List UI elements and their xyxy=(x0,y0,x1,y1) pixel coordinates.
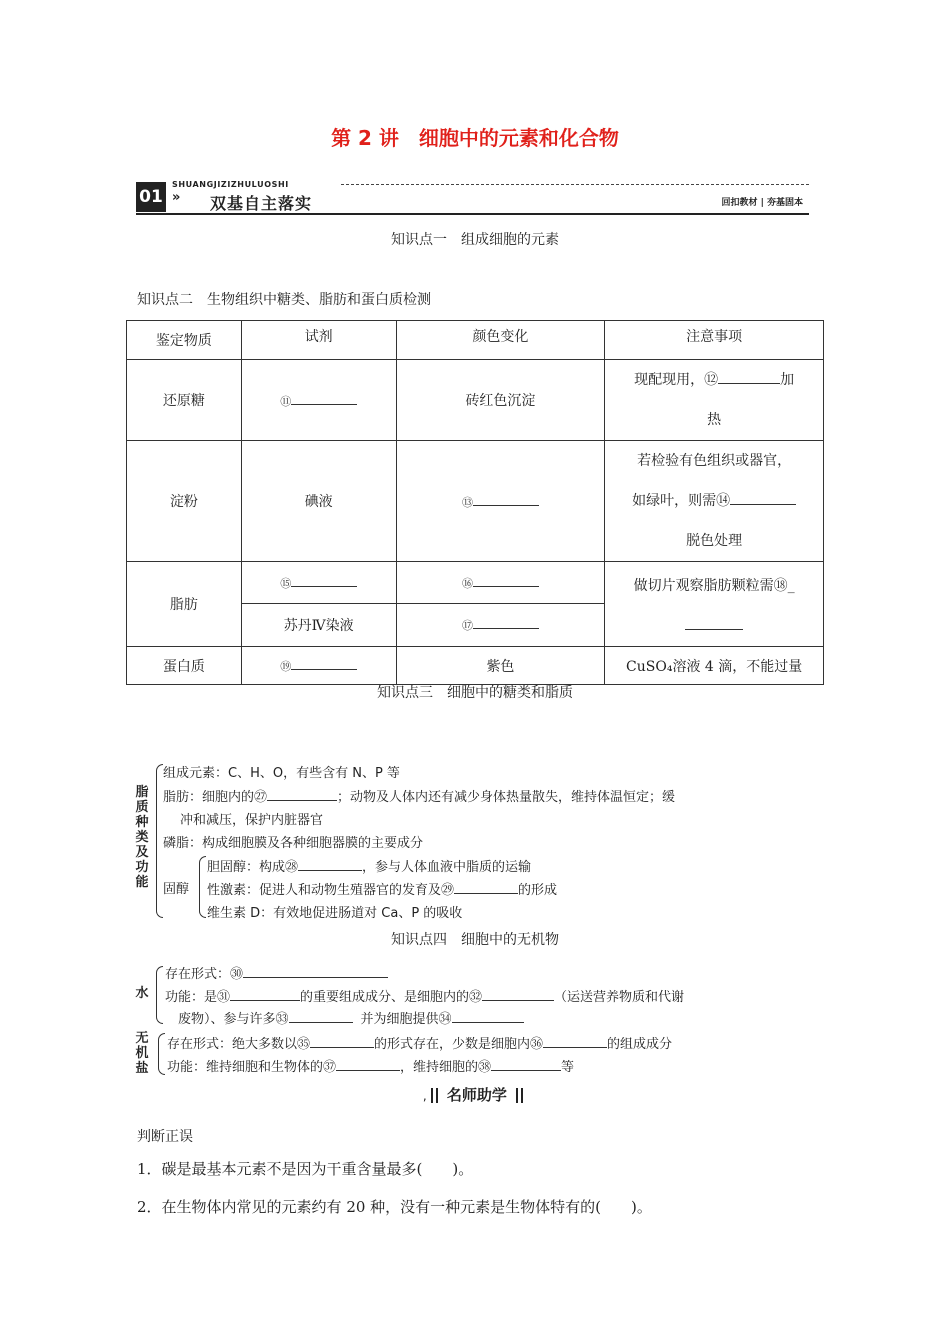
cell-note xyxy=(605,441,824,562)
section-heading-3: 知识点三 细胞中的糖类和脂质 xyxy=(377,685,573,701)
banner-tag: 回扣教材 | 夯基固本 xyxy=(721,198,803,208)
lipid-line: 维生素 D：有效地促进肠道对 Ca、P 的吸收 xyxy=(207,906,463,921)
header-cell: 鉴定物质 xyxy=(127,321,242,360)
salt-label: 无 机 盐 xyxy=(135,1031,149,1076)
blank-line xyxy=(718,371,780,384)
water-brace xyxy=(156,966,163,1024)
water-line: 存在形式：㉚ xyxy=(165,963,388,982)
banner-dashed-line xyxy=(341,184,809,185)
blank-line xyxy=(291,657,357,670)
detection-table xyxy=(126,320,824,685)
section-heading-2: 知识点二 生物组织中糖类、脂肪和蛋白质检测 xyxy=(137,292,431,308)
note-text: 如绿叶，则需⑭ xyxy=(632,493,731,509)
blank-line xyxy=(473,616,539,629)
cell-color xyxy=(396,441,605,562)
table-header-row xyxy=(127,321,824,360)
cell-substance: 蛋白质 xyxy=(127,647,242,685)
lipid-line: 胆固醇：构成㉘ ，参与人体血液中脂质的运输 xyxy=(207,860,532,875)
section-heading-4: 知识点四 细胞中的无机物 xyxy=(391,932,559,948)
table-row xyxy=(127,441,824,562)
cell-note: CuSO₄溶液 4 滴，不能过量 xyxy=(605,647,824,685)
blank-number: ⑰ xyxy=(461,619,473,633)
double-bar-icon xyxy=(516,1088,523,1103)
lipid-label: 脂 质 种 类 及 功 能 xyxy=(135,785,149,890)
water-line: 废物）、参与许多㉝ 并为细胞提供㉞ xyxy=(178,1008,524,1027)
cell-color: 砖红色沉淀 xyxy=(396,360,605,441)
note-text: 现配现用，⑫ xyxy=(634,372,719,388)
section-banner xyxy=(136,180,809,214)
page-title: 第 2 讲 细胞中的元素和化合物 xyxy=(331,126,619,150)
lipid-line: 性激素：促进人和动物生殖器官的发育及㉙ 的形成 xyxy=(207,883,558,898)
note-text: 脱色处理 xyxy=(686,533,743,549)
note-text: 加 xyxy=(780,372,795,388)
cell-color: 紫色 xyxy=(396,647,605,685)
blank-line xyxy=(730,492,796,505)
blank-line xyxy=(291,574,357,587)
lipid-line: 磷脂：构成细胞膜及各种细胞器膜的主要成分 xyxy=(163,836,424,851)
table-row xyxy=(127,360,824,441)
blank-number: ⑯ xyxy=(461,576,473,590)
section-heading-1: 知识点一 组成细胞的元素 xyxy=(391,232,559,248)
blank-number: ⑬ xyxy=(461,495,473,509)
sterol-brace xyxy=(199,856,206,918)
cell-color xyxy=(396,603,605,646)
banner-number: 01 xyxy=(136,182,166,212)
header-cell: 颜色变化 xyxy=(396,321,605,360)
double-bar-icon xyxy=(431,1088,438,1103)
blank-line xyxy=(473,493,539,506)
water-line: 功能：是㉛ 的重要组成成分、是细胞内的㉜ （运送营养物质和代谢 xyxy=(165,990,685,1005)
table-row xyxy=(127,647,824,685)
note-text: 热 xyxy=(707,412,722,428)
salt-line: 存在形式：绝大多数以㉟ 的形式存在，少数是细胞内㊱ 的组成成分 xyxy=(167,1037,673,1052)
note-text: 若检验有色组织或器官， xyxy=(637,453,792,469)
cell-color xyxy=(396,562,605,604)
banner-name: 双基自主落实 xyxy=(210,194,313,213)
judge-heading: 判断正误 xyxy=(137,1129,193,1145)
lipid-brace xyxy=(156,764,163,918)
judge-question: 2．在生物体内常见的元素约有 20 种，没有一种元素是生物体特有的( )。 xyxy=(137,1198,652,1216)
table-row xyxy=(127,562,824,604)
cell-substance: 脂肪 xyxy=(127,562,242,647)
blank-line xyxy=(685,617,743,630)
chevron-icon: » xyxy=(172,190,181,205)
lipid-line: 冲和减压，保护内脏器官 xyxy=(180,813,324,828)
banner-pinyin: SHUANGJIZIZHULUOSHI xyxy=(172,180,289,189)
mingshi-header: , 名师助学 xyxy=(0,1084,950,1105)
note-text: 做切片观察脂肪颗粒需⑱_ xyxy=(633,578,795,594)
banner-underline xyxy=(136,213,809,215)
cell-reagent xyxy=(241,360,396,441)
cell-reagent: 碘液 xyxy=(241,441,396,562)
cell-note xyxy=(605,562,824,647)
water-label: 水 xyxy=(135,986,149,1001)
blank-number: ⑪ xyxy=(280,394,292,408)
judge-question: 1．碳是最基本元素不是因为干重含量最多( )。 xyxy=(137,1160,474,1178)
cell-reagent xyxy=(241,647,396,685)
lipid-line: 脂肪：细胞内的㉗ ；动物及人体内还有减少身体热量散失，维持体温恒定；缓 xyxy=(163,790,676,805)
header-cell: 注意事项 xyxy=(605,321,824,360)
cell-reagent xyxy=(241,562,396,604)
cell-reagent: 苏丹Ⅳ染液 xyxy=(241,603,396,646)
blank-number: ⑲ xyxy=(280,660,292,673)
cell-substance: 还原糖 xyxy=(127,360,242,441)
mingshi-label: 名师助学 xyxy=(446,1086,507,1104)
sterol-label: 固醇 xyxy=(163,882,190,897)
blank-number: ⑮ xyxy=(280,576,292,590)
cell-substance: 淀粉 xyxy=(127,441,242,562)
salt-brace xyxy=(158,1033,165,1075)
blank-line xyxy=(473,574,539,587)
salt-line: 功能：维持细胞和生物体的㊲ ，维持细胞的㊳ 等 xyxy=(167,1060,575,1075)
header-cell: 试剂 xyxy=(241,321,396,360)
lipid-line: 组成元素：C、H、O，有些含有 N、P 等 xyxy=(163,766,400,781)
blank-line xyxy=(291,392,357,405)
cell-note xyxy=(605,360,824,441)
